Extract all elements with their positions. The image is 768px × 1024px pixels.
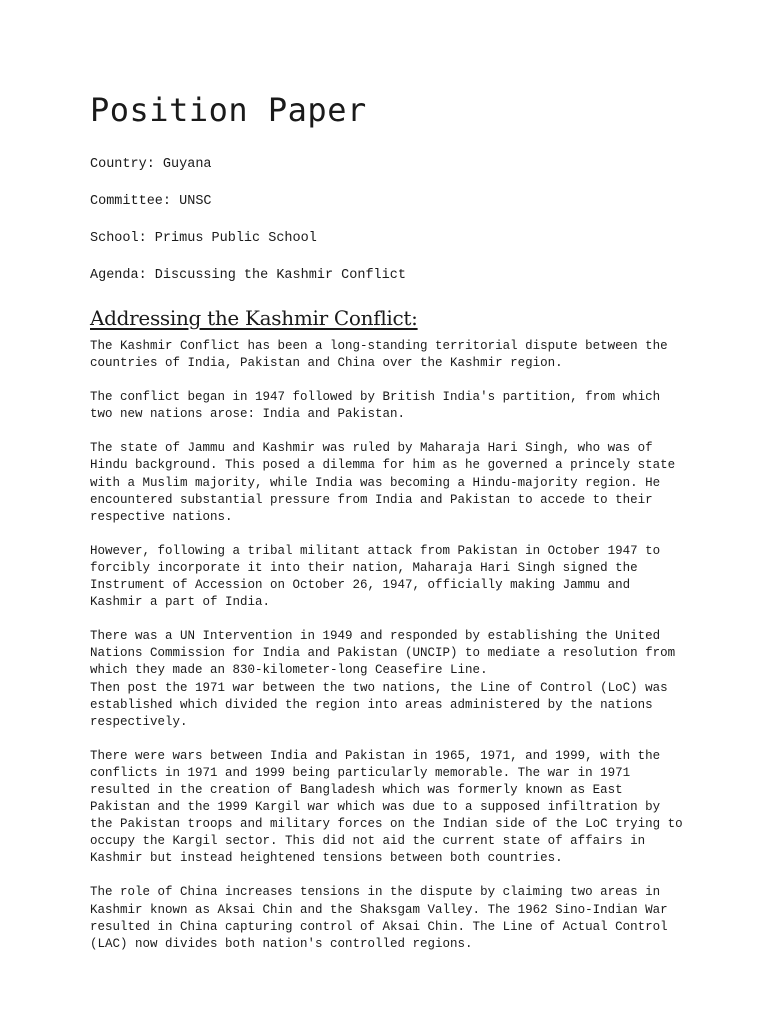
paragraph-line-of-control: Then post the 1971 war between the two nations, the Line of Control (LoC) was established which divided the region into areas administered by the nations respectively.: [90, 680, 668, 729]
meta-school: School: Primus Public School: [90, 231, 317, 246]
paragraph-partition: The conflict began in 1947 followed by British India's partition, from which two new nations arose: India and Pakistan.: [90, 390, 661, 422]
section-heading: Addressing the Kashmir Conflict:: [90, 306, 418, 330]
paragraph-china: The role of China increases tensions in the dispute by claiming two areas in Kashmir known as Aksai Chin and the Shaksgam Valley. The 1962 Sino-Indian War resulted in China capturing control of Aksai Chin. The Line of Actual Control (LAC) now divides both nation's controlled regions.: [90, 885, 668, 951]
paragraph-accession: However, following a tribal militant attack from Pakistan in October 1947 to forcibly incorporate it into their nation, Maharaja Hari Singh signed the Instrument of Accession on October 26, 1947, officially making Jammu and Kashmir a part of India.: [90, 543, 661, 610]
paragraph-wars: There were wars between India and Pakistan in 1965, 1971, and 1999, with the conflicts in 1971 and 1999 being particularly memorable. The war in 1971 resulted in the creation of Bangladesh which was formerly known as East Pakistan and the 1999 Kargil war which was due to a supposed infiltration by the Pakistan troops and military forces on the Indian side of the LoC trying to occupy the Kargil sector. This did not aid the current state of affairs in Kashmir but instead heightened tensions between both countries.: [90, 748, 683, 866]
document-page: [90, 88, 690, 970]
meta-agenda: Agenda: Discussing the Kashmir Conflict: [90, 268, 406, 283]
page-title: Position Paper: [90, 91, 367, 129]
paragraph-intro: The Kashmir Conflict has been a long-standing territorial dispute between the countries of India, Pakistan and China over the Kashmir region.: [90, 339, 668, 371]
meta-committee: Committee: UNSC: [90, 194, 212, 209]
paragraph-jammu-kashmir: The state of Jammu and Kashmir was ruled by Maharaja Hari Singh, who was of Hindu background. This posed a dilemma for him as he governed a princely state with a Muslim majority, while India was becoming a Hindu-majority region. He encountered substantial pressure from India and Pakistan to accede to their respective nations.: [90, 441, 676, 524]
paragraph-un-intervention: There was a UN Intervention in 1949 and responded by establishing the United Nations Commission for India and Pakistan (UNCIP) to mediate a resolution from which they made an 830-kilometer-long Ceasefire Line.: [90, 629, 676, 678]
meta-country: Country: Guyana: [90, 157, 212, 172]
